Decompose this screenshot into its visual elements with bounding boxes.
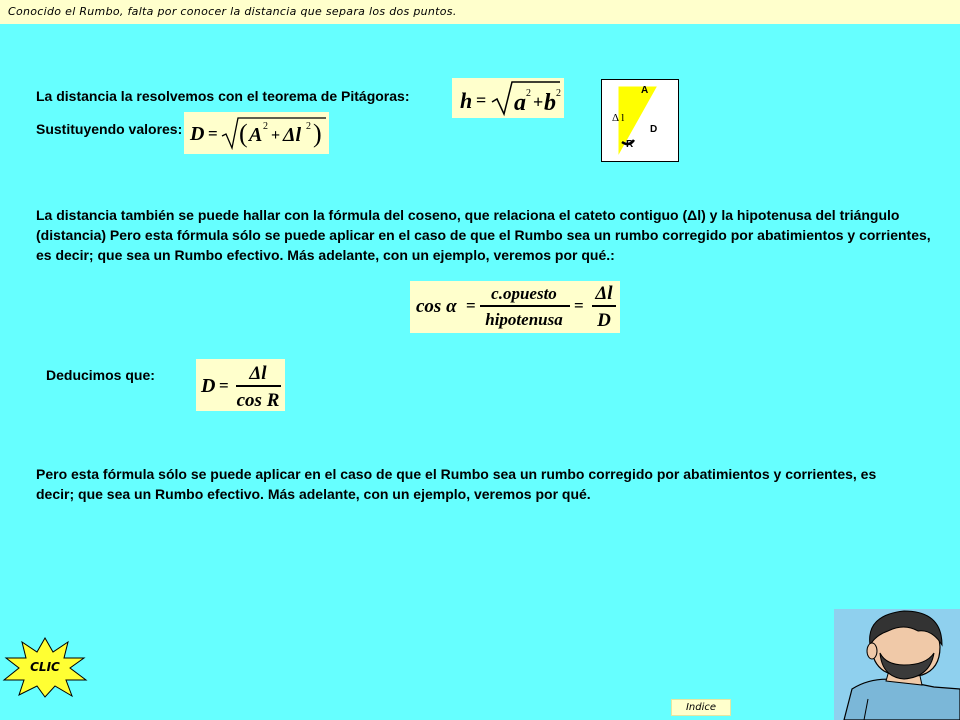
triangle-label-a: A: [641, 85, 649, 96]
equals-sign: =: [219, 376, 229, 395]
person-illustration: [834, 609, 960, 720]
deduction-formula-graphic: [196, 359, 285, 411]
substitution-dl-exp: 2: [306, 121, 311, 132]
pythagoras-formula: [452, 78, 564, 118]
triangle-label-r: R: [626, 139, 634, 150]
pythagoras-a-exp: 2: [526, 88, 531, 99]
pythagoras-b: b: [544, 90, 556, 116]
equals-sign-2: =: [574, 296, 584, 315]
substitution-label: Sustituyendo valores:: [36, 121, 183, 137]
equals-sign: =: [208, 124, 218, 143]
deduction-lhs: D: [201, 375, 216, 397]
cosine-formula-graphic: [410, 281, 620, 333]
cosine-den2: D: [597, 310, 611, 331]
substitution-formula: [184, 112, 329, 154]
substitution-dl: Δl: [283, 124, 302, 146]
person-graphic: [834, 609, 960, 720]
cosine-formula: [410, 281, 620, 333]
cosine-den1: hipotenusa: [485, 310, 563, 329]
substitution-formula-graphic: [184, 112, 329, 154]
deduction-den: cos R: [236, 390, 280, 411]
pythagoras-b-exp: 2: [556, 88, 561, 99]
cosine-paragraph: La distancia también se puede hallar con la fórmula del coseno, que relaciona el cateto contiguo (Δl) y la hipotenusa del triángulo (distancia) Pero esta fórmula sólo se puede aplicar en el caso de que el Rumbo sea un rumbo corregido por abatimientos y corrientes, es decir; que sea un Rumbo efectivo. Más adelante, con un ejemplo, veremos por qué.:: [36, 207, 931, 263]
cosine-num2: Δl: [595, 283, 613, 304]
triangle-diagram: [601, 79, 679, 162]
cosine-lhs: cos α: [416, 296, 457, 317]
substitution-a-exp: 2: [263, 121, 268, 132]
deduction-label: Deducimos que:: [46, 367, 155, 383]
header-bar: [0, 0, 960, 24]
left-paren: (: [239, 119, 248, 148]
pythagoras-formula-graphic: [452, 78, 564, 118]
plus-sign: +: [271, 127, 281, 144]
substitution-a: A: [249, 124, 263, 146]
plus-sign: +: [533, 92, 544, 112]
indice-button[interactable]: Indice: [671, 699, 731, 716]
clic-label: CLIC: [30, 660, 60, 674]
equals-sign: =: [466, 296, 476, 315]
burst-icon: [2, 636, 88, 698]
right-paren: ): [313, 119, 322, 148]
ear-shape: [867, 643, 877, 659]
note-paragraph: Pero esta fórmula sólo se puede aplicar en el caso de que el Rumbo sea un rumbo corregido por abatimientos y corrientes, es decir; que sea un Rumbo efectivo. Más adelante, con un ejemplo, veremos por qué.: [36, 466, 877, 502]
deduction-num: Δl: [249, 363, 267, 384]
pythagoras-a: a: [514, 90, 526, 116]
pythagoras-intro: La distancia la resolvemos con el teorema de Pitágoras:: [36, 88, 410, 104]
triangle-label-dl: Δ l: [612, 112, 625, 124]
clic-button[interactable]: [2, 636, 88, 698]
cosine-num1: c.opuesto: [491, 284, 557, 303]
pythagoras-lhs: h: [460, 88, 473, 113]
triangle-label-d: D: [650, 124, 658, 135]
equals-sign: =: [476, 90, 487, 110]
header-text: Conocido el Rumbo, falta por conocer la distancia que separa los dos puntos.: [8, 5, 457, 18]
deduction-formula: [196, 359, 285, 411]
substitution-lhs: D: [190, 123, 205, 145]
